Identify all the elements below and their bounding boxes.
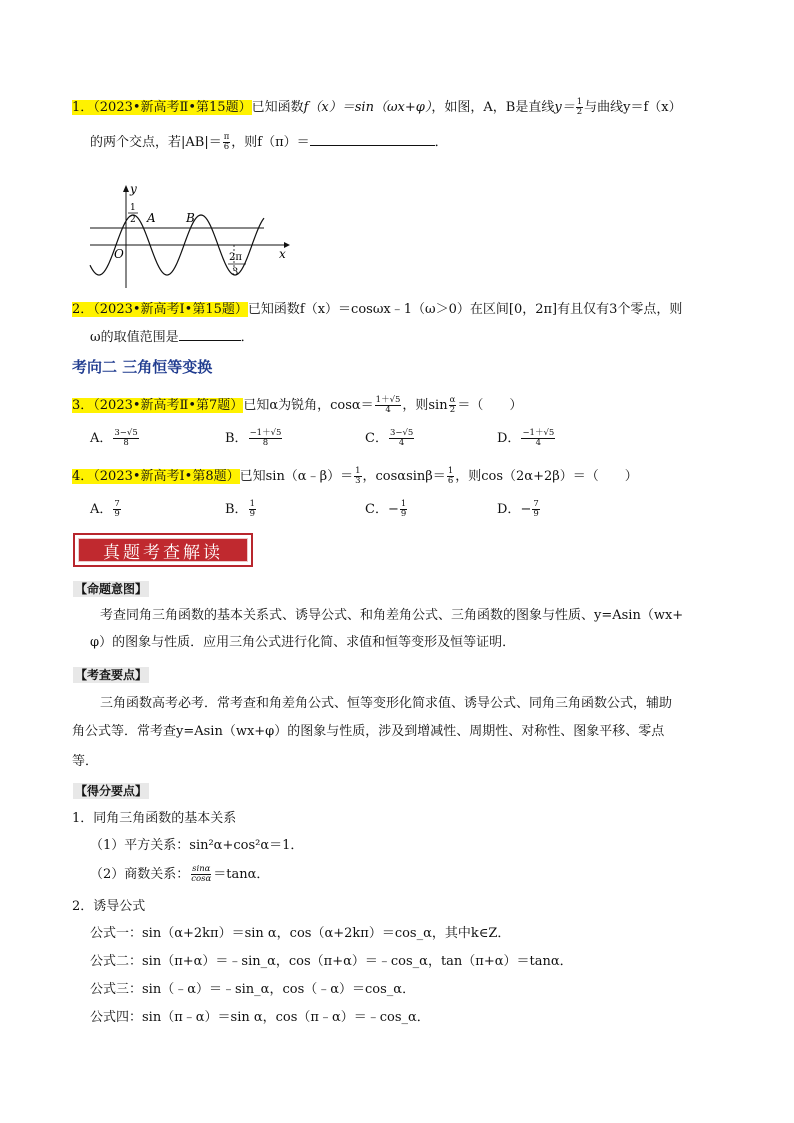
points-line1: 三角函数高考必考．常考查和角差角公式、恒等变形化简求值、诱导公式、同角三角函数公式，辅助 [100,696,673,711]
y-label: y [130,182,137,196]
x-label: x [279,247,286,261]
intent-line1: 考查同角三角函数的基本关系式、诱导公式、和角差角公式、三角函数的图象与性质、y=Asin（wx+ [100,608,684,623]
section-title: 考向二 三角恒等变换 [72,358,213,376]
q4-option-c[interactable] [365,499,408,521]
formula-2: 公式二：sin（π+α）＝﹣sin_α，cos（π+α）＝﹣cos_α，tan（π+α）＝tanα． [90,954,573,969]
score-s1b-b: ＝tanα． [213,867,270,882]
q1-end: ． [434,135,448,150]
q4-text-a: 已知sin（α﹣β）＝ [239,469,354,484]
banner-text: 真题考查解读 [78,538,248,562]
q3-option-c[interactable] [365,428,415,450]
q4-option-b[interactable] [225,499,257,521]
q1-text-c: 与曲线y＝f（x） [584,100,682,115]
q4-option-d[interactable] [497,499,541,521]
question-3-line1 [72,395,522,417]
tick-num: 2π [229,252,242,263]
point-a-label: A [147,211,156,225]
option-fraction: $\frac{1}{9}$ [400,499,407,519]
q1-line2-b: ，则f（π）＝ [231,135,310,150]
option-label: D． [497,502,521,517]
option-fraction: $\frac{-1+√5}{4}$ [522,428,555,448]
q4-f1-fraction: $\frac{1}{3}$ [355,466,361,486]
intent-tag-label: 【命题意图】 [75,582,148,596]
option-label: C． [365,431,388,446]
q3-text-a: 已知α为锐角，cosα＝ [243,398,374,413]
q1-text-a: 已知函数 [251,100,304,115]
q1-number: 1． [72,100,94,115]
q2-text: 已知函数f（x）＝cosωx﹣1（ω＞0）在区间[0，2π]有且仅有3个零点，则 [247,302,683,317]
q2-answer-blank [179,339,241,341]
half-num: 1 [130,203,136,213]
point-b-label: B [186,211,195,225]
q3-text-c: ＝（ ） [457,398,523,413]
question-2-line1 [72,300,682,320]
score-s1b-fraction: $\frac{\sin\alpha}{\cos\alpha}$ [191,864,212,884]
q1-pi6-fraction: $\frac{\pi}{6}$ [223,132,230,152]
q3-number: 3． [72,398,94,413]
score-s1a: （1）平方关系：sin²α+cos²α＝1． [90,838,304,853]
option-fraction: $\frac{7}{9}$ [533,499,539,519]
q3-option-a[interactable] [90,428,140,450]
q3-option-b[interactable] [225,428,283,450]
score-s2: 2．诱导公式 [72,899,146,914]
q1-source: （2023•新高考Ⅱ•第15题） [93,100,252,115]
q4-text-c: ，则cos（2α+2β）＝（ ） [455,469,638,484]
q4-number: 4． [72,469,94,484]
question-1-line2 [90,133,448,153]
option-fraction: $\frac{7}{9}$ [114,499,120,519]
option-label: C． [365,502,388,517]
option-label: B． [225,431,248,446]
q4-f2-fraction: $\frac{1}{6}$ [447,466,454,486]
score-tag-label: 【得分要点】 [75,784,148,798]
formula-4: 公式四：sin（π﹣α）＝sin α，cos（π﹣α）＝﹣cos_α． [90,1010,430,1025]
question-1-line1 [72,98,682,118]
question-4-line1 [72,466,638,488]
q1-y-eq: y＝ [554,100,575,115]
q1-function: f（x）＝sin（ωx+φ） [303,100,432,115]
option-sign: − [520,502,532,517]
q4-source: （2023•新高考Ⅰ•第8题） [93,469,240,484]
q1-half-fraction: $\frac{1}{2}$ [576,97,583,117]
question-2-line2 [90,328,254,348]
formula-1: 公式一：sin（α+2kπ）＝sin α，cos（α+2kπ）＝cos_α，其中k∈Z． [90,926,511,941]
q1-answer-blank [310,144,435,146]
q3-cos-fraction: $\frac{1+√5}{4}$ [375,395,401,415]
origin-label: O [114,247,124,261]
q3-sin-fraction: $\frac{\alpha}{2}$ [449,395,456,415]
q3-option-d[interactable] [497,428,556,450]
option-label: D． [497,431,521,446]
q2-source: （2023•新高考Ⅰ•第15题） [93,302,248,317]
half-den: 2 [130,215,136,225]
points-line3: 等． [72,754,99,769]
section-banner [73,533,253,567]
score-s1b-a: （2）商数关系： [90,867,190,882]
points-tag [73,666,149,683]
option-fraction: $\frac{3-√5}{8}$ [114,428,138,448]
tick-den: 3 [232,267,239,278]
y-axis-arrow-icon [123,185,129,192]
points-tag-label: 【考查要点】 [75,668,148,682]
points-line2: 角公式等．常考查y=Asin（wx+φ）的图象与性质，涉及到增减性、周期性、对称性、图象平移、零点 [72,724,665,739]
option-fraction: $\frac{1}{9}$ [249,499,255,519]
q2-line2: ω的取值范围是 [90,330,179,345]
q2-number: 2． [72,302,94,317]
option-sign: − [387,502,399,517]
score-s1b [90,864,269,886]
option-label: A． [90,431,113,446]
q4-option-a[interactable] [90,499,122,521]
formula-3: 公式三：sin（﹣α）＝﹣sin_α，cos（﹣α）＝cos_α． [90,982,416,997]
q3-text-b: ，则sin [402,398,448,413]
option-label: A． [90,502,113,517]
q2-end: ． [240,330,254,345]
intent-tag [73,580,149,597]
option-label: B． [225,502,248,517]
q1-line2-a: 的两个交点，若|AB|＝ [90,135,222,150]
score-s1: 1．同角三角函数的基本关系 [72,811,237,826]
q3-source: （2023•新高考Ⅱ•第7题） [93,398,244,413]
q4-text-b: ，cosαsinβ＝ [362,469,446,484]
q1-text-b: ，如图，A，B是直线 [431,100,555,115]
q1-sine-graph [86,180,296,292]
score-tag [73,782,149,799]
option-fraction: $\frac{3-√5}{4}$ [389,428,414,448]
intent-line2: φ）的图象与性质．应用三角公式进行化简、求值和恒等变形及恒等证明． [90,635,516,650]
option-fraction: $\frac{-1+√5}{8}$ [249,428,282,448]
